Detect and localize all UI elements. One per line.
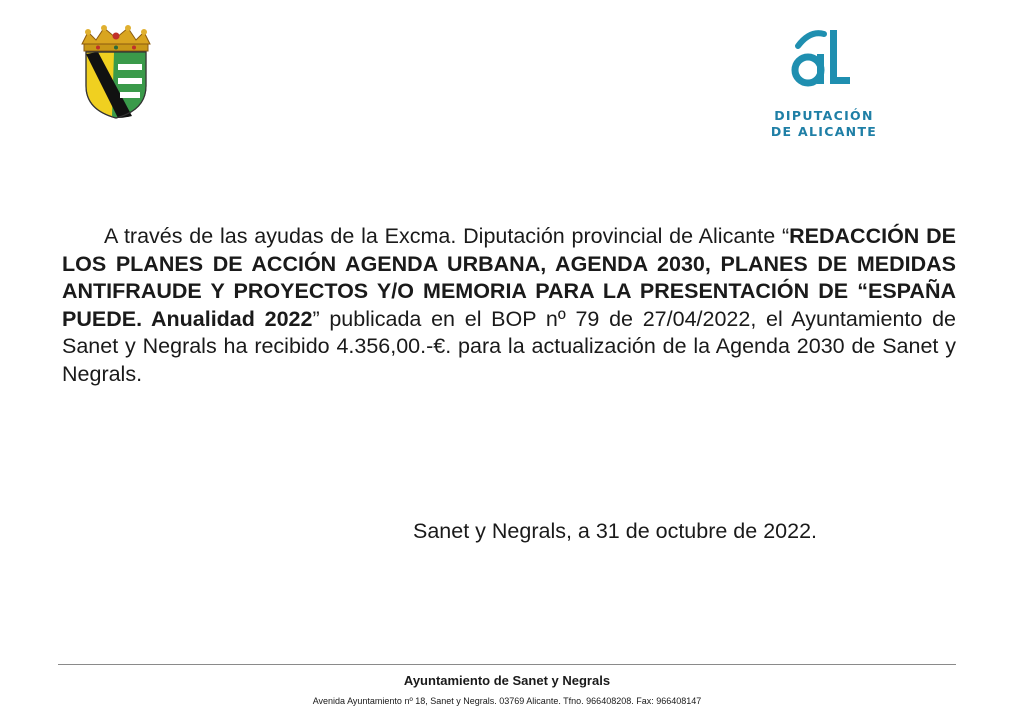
footer-divider xyxy=(58,664,956,665)
diputacion-line-2: DE ALICANTE xyxy=(770,124,878,139)
paragraph-bold-title: REDACCIÓN DE LOS PLANES DE ACCIÓN AGENDA URBANA, AGENDA 2030, PLANES DE MEDIDAS ANTIFRAUDE Y PROYECTOS Y/O MEMORIA PARA LA PRESENTACIÓN DE “ESPAÑA PUEDE. Anualidad 2022 xyxy=(62,224,956,331)
diputacion-line-1: DIPUTACIÓN xyxy=(774,108,874,123)
paragraph-intro: A través de las ayudas de la Excma. Diputación provincial de Alicante “ xyxy=(104,224,790,248)
diputacion-al-logo-icon xyxy=(790,24,854,90)
paragraph-rest: ” publicada en el BOP nº 79 de 27/04/2022, el Ayuntamiento de Sanet y Negrals ha recibido 4.356,00.-€. para la actualización de la Agenda 2030 de Sanet y Negrals. xyxy=(62,306,956,386)
diputacion-logo-text xyxy=(762,108,886,140)
footer-address: Avenida Ayuntamiento nº 18, Sanet y Negrals. 03769 Alicante. Tfno. 966408208. Fax: 966408147 xyxy=(312,696,702,706)
municipal-coat-of-arms-icon xyxy=(74,24,158,120)
diputacion-logo xyxy=(762,20,886,144)
date-line: Sanet y Negrals, a 31 de octubre de 2022. xyxy=(413,519,817,543)
announcement-paragraph xyxy=(62,223,956,388)
footer-title: Ayuntamiento de Sanet y Negrals xyxy=(403,673,611,688)
